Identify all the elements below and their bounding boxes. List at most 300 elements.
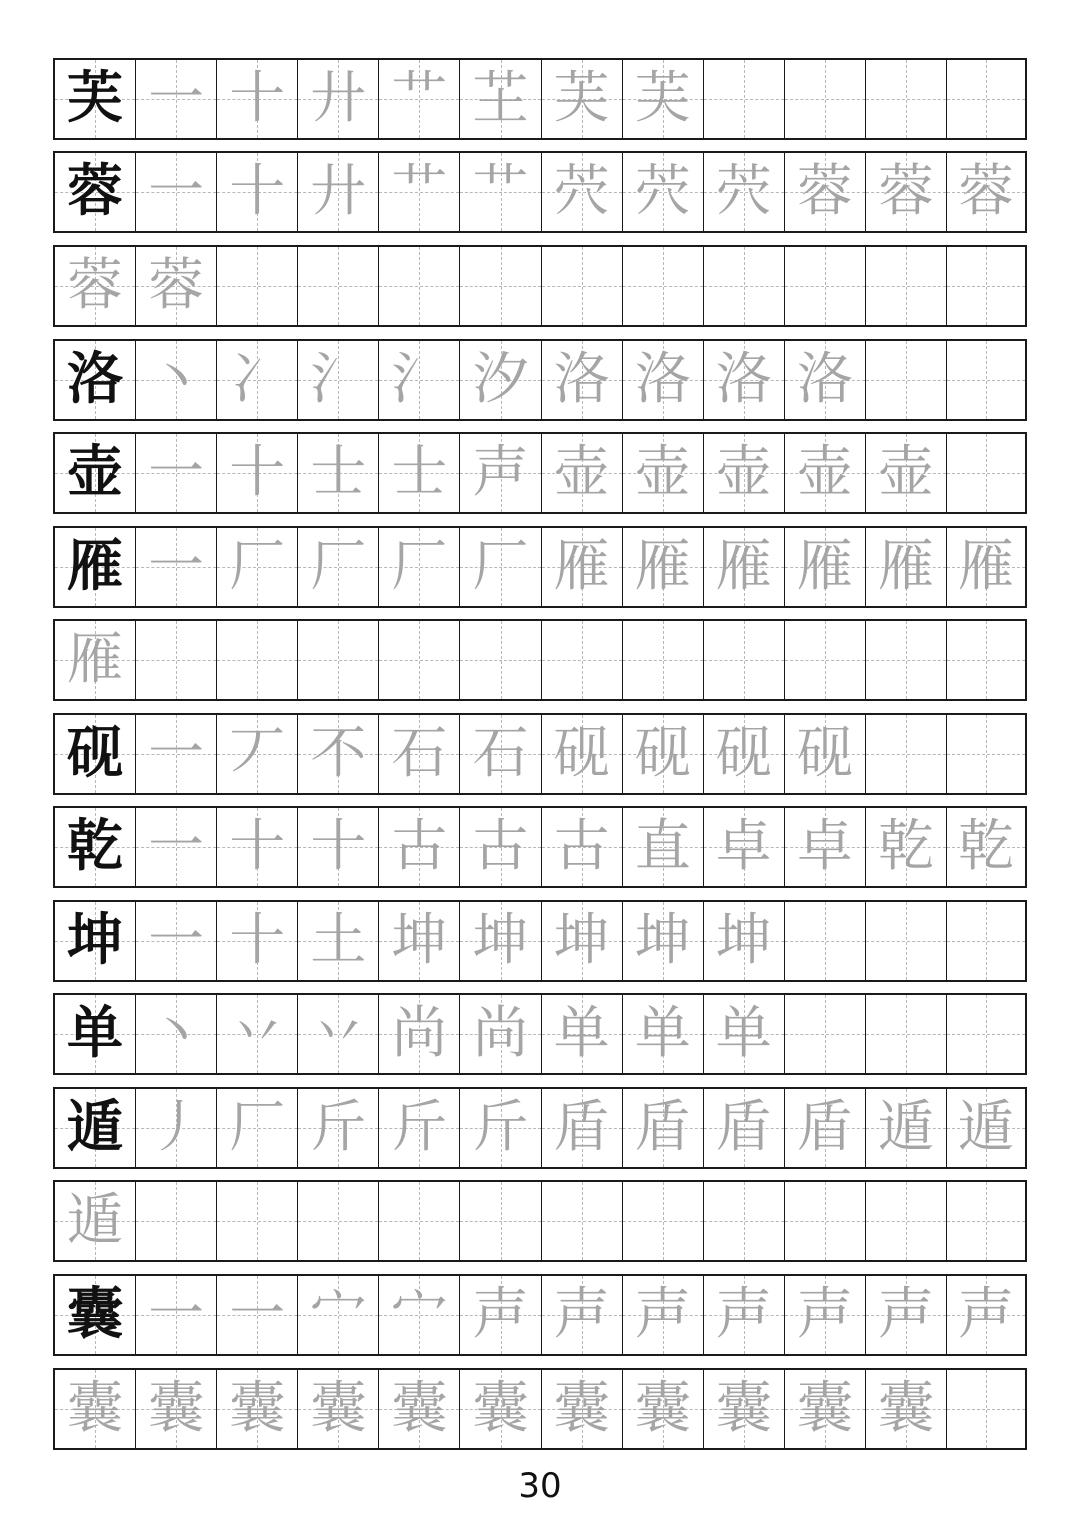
writing-cell: [55, 1182, 136, 1260]
trace-stroke: 茓: [715, 159, 772, 224]
trace-stroke: 古: [391, 814, 448, 879]
writing-cell: [298, 434, 379, 512]
trace-stroke: [947, 902, 1025, 980]
trace-stroke: 直: [634, 814, 691, 879]
writing-cell: [947, 1370, 1025, 1448]
trace-stroke: 士: [391, 440, 448, 505]
trace-stroke: 芙: [634, 66, 691, 131]
writing-cell: [947, 528, 1025, 606]
trace-stroke: 茓: [553, 159, 610, 224]
trace-stroke: 坤: [553, 908, 610, 973]
writing-cell: [947, 60, 1025, 138]
trace-stroke: 茓: [634, 159, 691, 224]
writing-cell: [866, 902, 947, 980]
writing-cell: [217, 60, 298, 138]
trace-stroke: 壶: [715, 440, 772, 505]
writing-cell: [460, 715, 541, 793]
trace-stroke: 厂: [229, 1095, 286, 1160]
writing-cell: [785, 902, 866, 980]
page-number: 30: [518, 1466, 562, 1506]
writing-cell: [947, 621, 1025, 699]
trace-stroke: [623, 247, 703, 325]
writing-cell: [785, 247, 866, 325]
model-character: 单: [67, 1001, 124, 1066]
writing-cell: [460, 902, 541, 980]
trace-stroke: [704, 247, 784, 325]
writing-cell: [785, 995, 866, 1073]
trace-stroke: 遁: [958, 1095, 1015, 1160]
writing-cell: [704, 621, 785, 699]
trace-stroke: 盾: [553, 1095, 610, 1160]
writing-cell: [704, 995, 785, 1073]
trace-stroke: 声: [472, 1282, 529, 1347]
writing-cell: [136, 808, 217, 886]
trace-stroke: 丷: [229, 1001, 286, 1066]
writing-cell: [298, 621, 379, 699]
writing-cell: [785, 1089, 866, 1167]
practice-row: [53, 1368, 1027, 1450]
writing-cell: [136, 621, 217, 699]
writing-cell: [623, 528, 704, 606]
trace-stroke: 丶: [148, 1001, 205, 1066]
trace-stroke: 丿: [148, 1095, 205, 1160]
writing-cell: [947, 715, 1025, 793]
trace-stroke: 声: [877, 1282, 934, 1347]
trace-stroke: [136, 1182, 216, 1260]
trace-stroke: 十: [310, 814, 367, 879]
model-character-cell: [55, 528, 136, 606]
writing-cell: [298, 247, 379, 325]
writing-cell: [542, 621, 623, 699]
trace-stroke: 一: [148, 1282, 205, 1347]
writing-cell: [542, 1089, 623, 1167]
writing-cell: [866, 715, 947, 793]
writing-cell: [704, 715, 785, 793]
writing-cell: [298, 902, 379, 980]
trace-stroke: 宀: [310, 1282, 367, 1347]
writing-cell: [217, 808, 298, 886]
trace-stroke: 一: [148, 721, 205, 786]
model-character: 遁: [67, 1095, 124, 1160]
writing-cell: [947, 434, 1025, 512]
trace-stroke: [785, 621, 865, 699]
trace-stroke: 砚: [634, 721, 691, 786]
trace-stroke: 雁: [877, 534, 934, 599]
trace-stroke: 氵: [391, 347, 448, 412]
trace-stroke: 声: [553, 1282, 610, 1347]
trace-stroke: 十: [229, 908, 286, 973]
trace-stroke: [379, 247, 459, 325]
writing-cell: [704, 902, 785, 980]
writing-cell: [460, 1089, 541, 1167]
practice-row: [53, 526, 1027, 608]
writing-cell: [866, 1089, 947, 1167]
trace-stroke: 厂: [391, 534, 448, 599]
trace-stroke: [866, 715, 946, 793]
writing-cell: [866, 528, 947, 606]
trace-stroke: 宀: [391, 1282, 448, 1347]
trace-stroke: [542, 621, 622, 699]
trace-stroke: 艹: [472, 159, 529, 224]
writing-cell: [55, 621, 136, 699]
writing-cell: [298, 1089, 379, 1167]
trace-stroke: [298, 621, 378, 699]
trace-stroke: 坤: [472, 908, 529, 973]
trace-stroke: [704, 60, 784, 138]
writing-cell: [542, 808, 623, 886]
trace-stroke: 囊: [310, 1376, 367, 1441]
writing-cell: [460, 153, 541, 231]
trace-stroke: 厂: [229, 534, 286, 599]
trace-stroke: [785, 995, 865, 1073]
practice-row: [53, 1087, 1027, 1169]
writing-cell: [785, 621, 866, 699]
writing-cell: [217, 153, 298, 231]
writing-cell: [866, 60, 947, 138]
writing-cell: [947, 1276, 1025, 1354]
writing-cell: [379, 995, 460, 1073]
writing-cell: [704, 341, 785, 419]
writing-cell: [947, 341, 1025, 419]
writing-cell: [379, 621, 460, 699]
trace-stroke: 芙: [553, 66, 610, 131]
practice-row: [53, 713, 1027, 795]
writing-cell: [136, 995, 217, 1073]
writing-cell: [947, 995, 1025, 1073]
writing-cell: [542, 995, 623, 1073]
writing-cell: [379, 247, 460, 325]
trace-stroke: 砚: [715, 721, 772, 786]
trace-stroke: 壶: [877, 440, 934, 505]
writing-cell: [460, 995, 541, 1073]
trace-stroke: 丆: [229, 721, 286, 786]
writing-cell: [298, 341, 379, 419]
writing-cell: [460, 528, 541, 606]
writing-cell: [623, 1276, 704, 1354]
writing-cell: [136, 528, 217, 606]
trace-stroke: 囊: [796, 1376, 853, 1441]
trace-stroke: [947, 1370, 1025, 1448]
writing-cell: [947, 808, 1025, 886]
trace-stroke: [542, 1182, 622, 1260]
trace-stroke: 单: [715, 1001, 772, 1066]
trace-stroke: [866, 1182, 946, 1260]
writing-cell: [217, 434, 298, 512]
writing-cell: [623, 1182, 704, 1260]
writing-cell: [866, 621, 947, 699]
writing-cell: [785, 153, 866, 231]
trace-stroke: [785, 902, 865, 980]
trace-stroke: 囊: [229, 1376, 286, 1441]
trace-stroke: [866, 902, 946, 980]
trace-stroke: 石: [391, 721, 448, 786]
writing-cell: [542, 1370, 623, 1448]
writing-cell: [379, 1182, 460, 1260]
writing-cell: [298, 153, 379, 231]
trace-stroke: 盾: [634, 1095, 691, 1160]
trace-stroke: [866, 995, 946, 1073]
writing-cell: [542, 1276, 623, 1354]
writing-cell: [866, 1370, 947, 1448]
trace-stroke: 囊: [715, 1376, 772, 1441]
trace-stroke: 芏: [472, 66, 529, 131]
trace-stroke: 单: [634, 1001, 691, 1066]
writing-cell: [704, 1276, 785, 1354]
writing-cell: [379, 1276, 460, 1354]
practice-row: [53, 900, 1027, 982]
trace-stroke: 盾: [715, 1095, 772, 1160]
trace-stroke: 士: [310, 440, 367, 505]
trace-stroke: [623, 621, 703, 699]
writing-cell: [217, 995, 298, 1073]
writing-cell: [379, 434, 460, 512]
trace-stroke: 砚: [796, 721, 853, 786]
writing-cell: [460, 247, 541, 325]
trace-stroke: 囊: [877, 1376, 934, 1441]
writing-cell: [623, 60, 704, 138]
writing-cell: [136, 247, 217, 325]
writing-cell: [704, 528, 785, 606]
trace-stroke: 砚: [553, 721, 610, 786]
writing-cell: [623, 247, 704, 325]
trace-stroke: 一: [148, 814, 205, 879]
trace-stroke: 乾: [958, 814, 1015, 879]
trace-stroke: 厂: [310, 534, 367, 599]
trace-stroke: 囊: [148, 1376, 205, 1441]
practice-row: [53, 151, 1027, 233]
trace-stroke: [947, 1182, 1025, 1260]
model-character: 砚: [67, 721, 124, 786]
trace-stroke: 斤: [391, 1095, 448, 1160]
trace-stroke: 廾: [310, 66, 367, 131]
trace-stroke: 卓: [796, 814, 853, 879]
writing-cell: [785, 434, 866, 512]
trace-stroke: [460, 1182, 540, 1260]
writing-cell: [704, 434, 785, 512]
writing-cell: [379, 341, 460, 419]
writing-cell: [947, 247, 1025, 325]
writing-cell: [542, 715, 623, 793]
trace-stroke: [704, 1182, 784, 1260]
trace-stroke: 坤: [391, 908, 448, 973]
trace-stroke: 声: [958, 1282, 1015, 1347]
trace-stroke: 声: [634, 1282, 691, 1347]
trace-stroke: 盾: [796, 1095, 853, 1160]
trace-stroke: 土: [310, 908, 367, 973]
trace-stroke: 蓉: [148, 253, 205, 318]
practice-row: [53, 619, 1027, 701]
trace-stroke: 一: [229, 1282, 286, 1347]
practice-row: [53, 993, 1027, 1075]
writing-cell: [785, 528, 866, 606]
trace-stroke: 遁: [67, 1188, 124, 1253]
writing-cell: [379, 60, 460, 138]
practice-row: [53, 1274, 1027, 1356]
writing-cell: [136, 60, 217, 138]
trace-stroke: 蓉: [796, 159, 853, 224]
trace-stroke: 丶: [148, 347, 205, 412]
trace-stroke: 壶: [553, 440, 610, 505]
trace-stroke: [298, 1182, 378, 1260]
writing-cell: [379, 1089, 460, 1167]
writing-cell: [704, 153, 785, 231]
writing-cell: [542, 1182, 623, 1260]
writing-cell: [785, 341, 866, 419]
writing-cell: [217, 1370, 298, 1448]
model-character: 壶: [67, 440, 124, 505]
practice-row: [53, 58, 1027, 140]
writing-cell: [136, 715, 217, 793]
writing-cell: [623, 808, 704, 886]
practice-row: [53, 432, 1027, 514]
model-character-cell: [55, 341, 136, 419]
trace-stroke: [947, 715, 1025, 793]
writing-cell: [298, 1370, 379, 1448]
writing-cell: [704, 247, 785, 325]
trace-stroke: 雁: [634, 534, 691, 599]
trace-stroke: 一: [148, 534, 205, 599]
trace-stroke: [866, 621, 946, 699]
trace-stroke: 丷: [310, 1001, 367, 1066]
writing-cell: [379, 902, 460, 980]
writing-cell: [623, 434, 704, 512]
trace-stroke: 厂: [472, 534, 529, 599]
writing-cell: [866, 1182, 947, 1260]
trace-stroke: 单: [553, 1001, 610, 1066]
trace-stroke: [460, 621, 540, 699]
trace-stroke: 氵: [310, 347, 367, 412]
model-character-cell: [55, 60, 136, 138]
trace-stroke: [379, 1182, 459, 1260]
practice-row: [53, 245, 1027, 327]
writing-cell: [785, 715, 866, 793]
trace-stroke: [866, 60, 946, 138]
writing-cell: [136, 1276, 217, 1354]
trace-stroke: [542, 247, 622, 325]
trace-stroke: [866, 341, 946, 419]
writing-cell: [298, 1182, 379, 1260]
trace-stroke: [785, 1182, 865, 1260]
writing-cell: [136, 341, 217, 419]
trace-stroke: 壶: [796, 440, 853, 505]
writing-cell: [947, 902, 1025, 980]
trace-stroke: 冫: [229, 347, 286, 412]
writing-cell: [623, 341, 704, 419]
model-character-cell: [55, 902, 136, 980]
writing-cell: [136, 153, 217, 231]
writing-cell: [947, 153, 1025, 231]
trace-stroke: [947, 621, 1025, 699]
writing-cell: [866, 247, 947, 325]
trace-stroke: 雁: [715, 534, 772, 599]
writing-cell: [460, 808, 541, 886]
trace-stroke: [947, 60, 1025, 138]
model-character-cell: [55, 434, 136, 512]
trace-stroke: 声: [796, 1282, 853, 1347]
trace-stroke: [947, 434, 1025, 512]
writing-cell: [460, 434, 541, 512]
model-character-cell: [55, 153, 136, 231]
trace-stroke: 廾: [310, 159, 367, 224]
writing-cell: [298, 715, 379, 793]
trace-stroke: 乾: [877, 814, 934, 879]
writing-cell: [298, 60, 379, 138]
trace-stroke: [217, 1182, 297, 1260]
writing-cell: [947, 1182, 1025, 1260]
writing-cell: [136, 434, 217, 512]
writing-cell: [866, 995, 947, 1073]
trace-stroke: 坤: [634, 908, 691, 973]
writing-cell: [136, 1089, 217, 1167]
model-character: 芙: [67, 66, 124, 131]
writing-cell: [217, 902, 298, 980]
practice-row: [53, 339, 1027, 421]
trace-stroke: 洛: [634, 347, 691, 412]
writing-cell: [704, 60, 785, 138]
writing-cell: [785, 1182, 866, 1260]
model-character: 雁: [67, 534, 124, 599]
writing-cell: [217, 247, 298, 325]
writing-cell: [379, 528, 460, 606]
trace-stroke: 声: [715, 1282, 772, 1347]
trace-stroke: 蓉: [67, 253, 124, 318]
writing-cell: [298, 528, 379, 606]
model-character-cell: [55, 808, 136, 886]
writing-cell: [623, 715, 704, 793]
trace-stroke: 汐: [472, 347, 529, 412]
writing-cell: [623, 1089, 704, 1167]
writing-cell: [866, 153, 947, 231]
model-character: 洛: [67, 347, 124, 412]
trace-stroke: 十: [229, 159, 286, 224]
writing-cell: [542, 528, 623, 606]
trace-stroke: 艹: [391, 66, 448, 131]
trace-stroke: 洛: [553, 347, 610, 412]
writing-cell: [704, 1182, 785, 1260]
trace-stroke: 蓉: [877, 159, 934, 224]
trace-stroke: [217, 621, 297, 699]
trace-stroke: 囊: [391, 1376, 448, 1441]
writing-cell: [298, 995, 379, 1073]
model-character-cell: [55, 1276, 136, 1354]
writing-cell: [217, 715, 298, 793]
trace-stroke: [866, 247, 946, 325]
writing-cell: [217, 621, 298, 699]
writing-cell: [460, 1276, 541, 1354]
writing-cell: [704, 1370, 785, 1448]
trace-stroke: 壶: [634, 440, 691, 505]
writing-cell: [785, 60, 866, 138]
trace-stroke: 声: [472, 440, 529, 505]
trace-stroke: 一: [148, 908, 205, 973]
writing-cell: [136, 902, 217, 980]
trace-stroke: [785, 60, 865, 138]
writing-cell: [785, 808, 866, 886]
writing-cell: [542, 60, 623, 138]
trace-stroke: [947, 341, 1025, 419]
writing-cell: [217, 1276, 298, 1354]
writing-cell: [785, 1370, 866, 1448]
writing-cell: [623, 1370, 704, 1448]
writing-cell: [136, 1182, 217, 1260]
writing-cell: [217, 1182, 298, 1260]
writing-cell: [623, 995, 704, 1073]
writing-cell: [55, 1370, 136, 1448]
trace-stroke: [136, 621, 216, 699]
practice-row: [53, 806, 1027, 888]
trace-stroke: [785, 247, 865, 325]
model-character: 蓉: [67, 159, 124, 224]
